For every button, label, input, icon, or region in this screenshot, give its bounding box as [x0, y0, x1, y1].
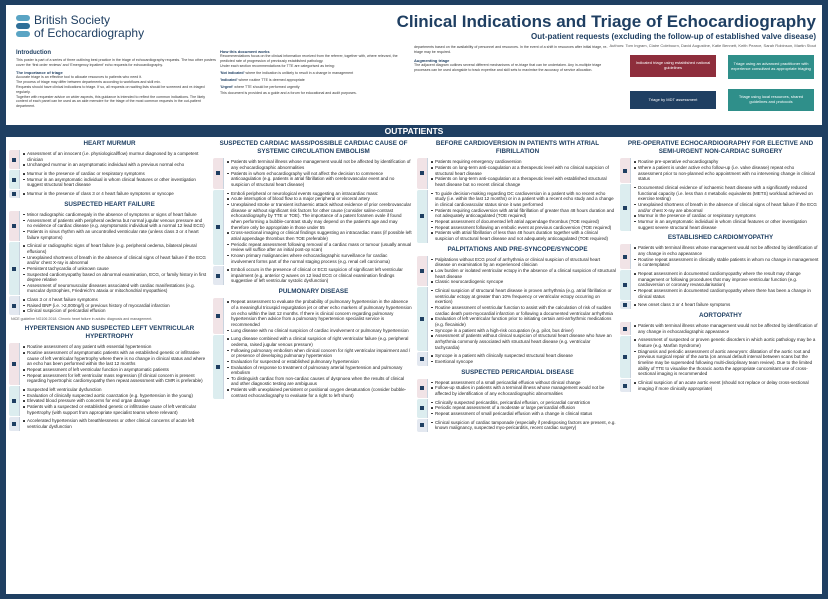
indication-item: Classic neurocardiogenic syncope: [431, 279, 616, 285]
group-marker-icon: [417, 287, 427, 351]
indication-item: Emboli occurs in the presence of clinical or ECG suspicion of significant left ventricular impairment (e.g. anterior Q waves on 12 lead ECG or clinical examination findings suggestive of left ventricular systolic dysfunction): [227, 267, 412, 284]
logo-line1: British Society: [34, 13, 111, 27]
column-1: [9, 139, 210, 591]
indication-list: [223, 266, 414, 285]
group-marker-icon: [9, 417, 19, 430]
indication-item: Patients requiring cardioversion with atrial fibrillation of greater than 48 hours duration and not adequately anticoagulated (TOE required): [431, 208, 616, 219]
section-palpitations-and-pre-syncope-syncope: [417, 245, 618, 366]
column-4: [620, 139, 821, 591]
indication-item: Minor radiographic cardiomegaly in the absence of symptoms or signs of heart failure: [23, 212, 208, 218]
intro-bullet: Accurate triage is an effective tool to allocate resources to patients who need it.: [16, 75, 142, 80]
section-title: HYPERTENSION AND SUSPECTED LEFT VENTRICULAR HYPERTROPHY: [24, 325, 195, 341]
indication-item: Routine pre-operative echocardiography: [634, 159, 819, 165]
indication-list: [19, 417, 210, 430]
group-marker-icon: [620, 244, 630, 269]
indication-item: Assessment of patients without clinical suspicion of structural heart disease who have an arrhythmia commonly associated with structural heart disease (e.g. ventricular tachycardia): [431, 333, 616, 350]
group-marker-icon: [417, 379, 427, 398]
indication-item: Exertional syncope: [431, 359, 616, 365]
indication-item: Clinical suspicion of cardiac tamponade (especially if predisposing factors are present, e.g. known malignancy, suspected myo-pericarditis, recent cardiac surgery): [431, 420, 616, 431]
group-marker-icon: [417, 190, 427, 243]
indication-item: To distinguish cardiac from non-cardiac causes of dyspnoea when the results of clinical and other diagnostic testing are ambiguous: [227, 376, 412, 387]
not-indicated-group: [9, 343, 210, 385]
guide-paragraph: Under each section recommendations for TTE are categorised as being:: [220, 64, 335, 69]
indication-list: [19, 386, 210, 416]
indication-item: Routine repeat assessment in clinically stable patients in whom no change in management is contemplated: [634, 257, 819, 268]
indication-list: [630, 336, 821, 378]
section-suspected-cardiac-mass-possible-cardiac-: [213, 139, 414, 285]
indication-list: [630, 158, 821, 183]
section-title: BEFORE CARDIOVERSION IN PATIENTS WITH ATRIAL FIBRILLATION: [435, 140, 600, 156]
intro-bullet: Together with requester advice on wider aspects, this guidance is intended to reflect the common indications. The likely content of each panel can be used as an aide memoire for the triage of the most common requests in the out-patient department.: [16, 94, 206, 109]
indication-item: Repeat assessment in documented cardiomyopathy where the result may change management or following procedures that may improve ventricular function (e.g. cardioversion or coronary revascularisation): [634, 271, 819, 288]
triage-flow-diagram: [624, 51, 820, 121]
guide-block: [220, 49, 410, 96]
indication-list: [630, 244, 821, 269]
indication-item: Assessment of an innocent (i.e. physiological/flow) murmur diagnosed by a competent clinician: [23, 151, 208, 162]
not-indicated-group: [620, 322, 821, 335]
indication-item: Unchanged murmur in an asymptomatic individual with a previous normal echo: [23, 162, 208, 168]
urgent-group: [9, 296, 210, 315]
indication-item: Suspected cardiomyopathy based on abnormal examination, ECG, or family history in first degree relative: [23, 272, 208, 283]
logo-line2: of Echocardiography: [34, 26, 145, 40]
group-marker-icon: [9, 242, 19, 295]
indication-list: [19, 343, 210, 385]
not-indicated-group: [213, 158, 414, 188]
indicated-group: [620, 270, 821, 300]
indication-item: Patients with atrial fibrillation of less than 48 hours duration together with a clinical suspicion of structural heart disease and not adequately anticoagulated (TOE required): [431, 230, 616, 241]
group-marker-icon: [9, 386, 19, 416]
group-marker-icon: [620, 336, 630, 378]
urgent-group: [620, 379, 821, 392]
section-title: SUSPECTED PERICARDIAL DISEASE: [461, 368, 574, 376]
indication-item: Syncope in a patient with a high-risk occupation (e.g. pilot, bus driver): [431, 328, 616, 334]
intro-block: [16, 49, 216, 109]
indication-item: Patients with terminal illness whose management would not be affected by identification of any echocardiographic abnormalities: [227, 159, 412, 170]
indication-item: Patients requiring emergency cardioversion: [431, 159, 616, 165]
indication-item: Where a patient is under active echo follow-up (i.e. valve disease) repeat echo assessment prior to non-planned echo appointment with no intervening change in clinical status: [634, 165, 819, 182]
section-title: ESTABLISHED CARDIOMYOPATHY: [667, 234, 774, 242]
section-footnote: NICE guideline NG106 2018. Chronic heart failure in adults: diagnosis and management.: [11, 317, 153, 322]
poster: [6, 5, 822, 594]
intro-bullet: Requests should have clinical indications to triage. If so, all requests on waiting lists should be screened and re-triaged regularly.: [16, 84, 205, 94]
indication-item: Patients with terminal illness whose management would not be affected by identification of any change in echo appearance: [634, 245, 819, 256]
poster-header: [6, 5, 822, 125]
section-title: SUSPECTED HEART FAILURE: [64, 200, 155, 208]
indicated-group: [417, 399, 618, 418]
group-marker-icon: [417, 158, 427, 188]
indication-item: Clinical suspicion of pericardial effusion: [23, 308, 208, 314]
group-marker-icon: [417, 399, 427, 418]
indication-item: Elevated blood pressure with concerns for end organ damage: [23, 398, 208, 404]
indication-list: [630, 270, 821, 300]
guide-heading: How this document works: [220, 49, 270, 54]
not-indicated-group: [620, 158, 821, 183]
indication-item: Patients on long-term anti-coagulation at a therapeutic level with established structural heart disease but no recent clinical change: [431, 176, 616, 187]
section-title: PRE-OPERATIVE ECHOCARDIOGRAPHY FOR ELECTIVE AND SEMI-URGENT NON-CARDIAC SURGERY: [627, 140, 814, 156]
indication-item: Assessment of patients with peripheral oedema but normal jugular venous pressure and no evidence of cardiac disease (e.g. asymptomatic individual with a normal 12 lead ECG): [23, 218, 208, 229]
indication-item: Evaluation of response to treatment of pulmonary arterial hypertension and pulmonary embolism: [227, 365, 412, 376]
indication-item: Clinical suspicion of structural heart disease in proven arrhythmia (e.g. atrial fibrillation or ventricular ectopy at greater than 10% frequency or ventricular ectopy occurring on exertion): [431, 288, 616, 305]
bse-logo: [16, 13, 166, 47]
group-marker-icon: [620, 379, 630, 392]
group-marker-icon: [9, 343, 19, 385]
indication-item: Patients with a suspected or established genetic or infiltrative cause of left ventricular hypertrophy (with support from appropriate specialist teams where relevant): [23, 404, 208, 415]
indication-list: [630, 379, 821, 392]
indication-item: Raised BNP (i.e. >2,000ng/l) or previous history of myocardial infarction: [23, 303, 208, 309]
indication-item: Murmur in the presence of cardiac or respiratory symptoms: [634, 213, 819, 219]
group-marker-icon: [213, 190, 223, 266]
group-marker-icon: [213, 158, 223, 188]
indication-item: Murmur in the presence of cardiac or respiratory symptoms: [23, 171, 208, 177]
augment-block: [414, 45, 614, 73]
indication-item: Repeat assessment of documented left atrial appendage thrombus (TOE required): [431, 219, 616, 225]
indication-item: Follow-up studies in patients with a terminal illness whose management would not be affected by identification of any echocardiographic abnormalities: [431, 385, 616, 396]
indication-list: [630, 322, 821, 335]
indication-list: [427, 419, 618, 432]
level-urgent: 'Urgent' where TTE should be performed urgently: [220, 84, 300, 89]
outpatients-banner: OUTPATIENTS: [6, 125, 822, 137]
group-marker-icon: [213, 335, 223, 399]
indication-item: Evaluation for suspected or established pulmonary hypertension: [227, 359, 412, 365]
column-3: [417, 139, 618, 591]
section-suspected-heart-failure: [9, 200, 210, 322]
indicated-group: [213, 190, 414, 266]
indication-item: Repeat assessment of left ventricular function in asymptomatic patients: [23, 367, 208, 373]
indicated-group: [620, 184, 821, 231]
indication-list: [223, 158, 414, 188]
indication-item: Murmur in an asymptomatic individual in whom clinical features or other investigation suggest structural heart disease: [23, 177, 208, 188]
indication-item: Diagnosis and periodic assessment of aortic aneurysm: dilatation of the aortic root and previous surgical repair of the aorta (on annual default interval between scans but the timeline may be superseded following multi-disciplinary team review). Due to the limited ability of TTE to visualise the thoracic aorta the appropriate concomitant use of cross-sectional imaging is recommended: [634, 349, 819, 377]
authors: Authors: Tom Ingram, Claire Colebourn, David Augustine, Katie Bennett, Keith Pearce, Sarah Robinson, Martin Stout: [609, 43, 816, 48]
indication-item: Evaluation of clinically suspected aortic coarctation (e.g. hypertension in the young): [23, 393, 208, 399]
indication-item: Patients in whom echocardiography will not affect the decision to commence anticoagulation (e.g. patients in atrial fibrillation with cerebrovascular event and no suspicion of structural heart disease): [227, 171, 412, 188]
augment-paragraph: departments based on the availability of personnel and resources. In the event of a shift in resources after initial triage, re-triage may be required.: [414, 45, 608, 54]
indication-item: Known primary malignancies where echocardiographic surveillance for cardiac involvement forms part of the normal staging process (e.g. renal cell carcinoma): [227, 253, 412, 264]
indication-item: Accelerated hypertension with breathlessness or other clinical concerns of acute left ventricular dysfunction: [23, 418, 208, 429]
indication-list: [19, 242, 210, 295]
flow-box-guidelines: Indicated triage using established national guidelines: [630, 55, 716, 77]
indication-item: Patients on long-term anti-coagulation at a therapeutic level with no clinical suspicion of structural heart disease: [431, 165, 616, 176]
logo-mark-icon: [16, 15, 30, 37]
not-indicated-group: [620, 244, 821, 269]
intro-bullet: The process of triage may differ between departments according to workflows and skill mix.: [16, 80, 161, 85]
indication-item: Cross-sectional imaging or clinical findings suggesting an intracardiac mass (if possible left atrial appendage thrombus then TOE preferable): [227, 230, 412, 241]
indication-list: [19, 296, 210, 315]
group-marker-icon: [9, 150, 19, 169]
urgent-group: [417, 419, 618, 432]
urgent-group: [620, 301, 821, 309]
not-indicated-group: [417, 256, 618, 286]
guide-paragraph: This document is provided as a guide and a forum for educational and audit purposes.: [220, 91, 357, 96]
level-not-indicated: 'Not indicated' where the indication is unlikely to result in a change in management: [220, 70, 354, 75]
indication-item: To guide decision-making regarding DC cardioversion in a patient with no recent echo study (i.e. within the last 12 months) or in a patient with a recent echo study and a change in clinical cardiovascular status since it was performed: [431, 191, 616, 208]
guide-paragraph: Recommendations focus on the clinical information received from the referrer, together with, where relevant, the predicted rate of progression of previously established pathology.: [220, 54, 398, 64]
indication-item: Periodic repeat assessment of a moderate or large pericardial effusion: [431, 405, 616, 411]
group-marker-icon: [9, 170, 19, 189]
indication-list: [630, 184, 821, 231]
group-marker-icon: [213, 266, 223, 285]
group-marker-icon: [620, 184, 630, 231]
indication-item: Palpitations without ECG proof of arrhythmia or clinical suspicion of structural heart disease on examination by an experienced clinician: [431, 257, 616, 268]
indication-item: Unexplained shortness of breath in the absence of clinical signs of heart failure if the ECG and/or chest X-ray are abnormal: [634, 202, 819, 213]
group-marker-icon: [213, 298, 223, 334]
indication-list: [19, 170, 210, 189]
indicated-group: [620, 336, 821, 378]
section-title: HEART MURMUR: [83, 140, 136, 147]
indicated-group: [417, 190, 618, 243]
section-pulmonary-disease: [213, 287, 414, 399]
indication-item: Routine assessment of ventricular function to assist with the calculation of risk of sudden cardiac death post-myocardial infarction or following a documented ventricular arrhythmia: [431, 305, 616, 316]
indication-list: [19, 190, 210, 198]
section-aortopathy: [620, 311, 821, 392]
indication-item: Lung disease combined with a clinical suspicion of right ventricular failure (e.g. peripheral oedema, raised jugular venous pressure): [227, 336, 412, 347]
indication-list: [427, 256, 618, 286]
group-marker-icon: [620, 301, 630, 309]
indication-item: Clinical or radiographic signs of heart failure (e.g. peripheral oedema, bilateral pleural effusions): [23, 243, 208, 254]
indication-item: Acute interruption of blood flow to a major peripheral or visceral artery: [227, 196, 412, 202]
indication-item: Syncope in a patient with clinically suspected structural heart disease: [431, 353, 616, 359]
indication-list: [427, 190, 618, 243]
indicated-group: [213, 335, 414, 399]
indication-item: Low burden or isolated ventricular ectopy in the absence of a clinical suspicion of structural heart disease: [431, 268, 616, 279]
group-marker-icon: [620, 158, 630, 183]
indication-list: [19, 211, 210, 241]
section-title: PULMONARY DISEASE: [278, 288, 349, 296]
group-marker-icon: [9, 296, 19, 315]
augment-paragraph: The adjacent diagram outlines several different mechanisms of re-triage that can be undertaken. Any in-multiple triage processes can be used alongside to track expertise and skill sets to maximise the accuracy of service allocation.: [414, 63, 602, 72]
indication-item: Documented clinical evidence of ischaemic heart disease with a significantly reduced functional capacity (i.e. less than 4 metabolic equivalents (METS) workload achieved on exercise testing): [634, 185, 819, 202]
indication-item: Patients with terminal illness whose management would not be affected by identification of any change in echocardiographic appearance: [634, 323, 819, 334]
indication-item: New onset class 3 or 4 heart failure symptoms: [634, 302, 819, 308]
augment-heading: Augmenting triage: [414, 57, 450, 63]
indication-list: [427, 379, 618, 398]
indicated-group: [9, 386, 210, 416]
urgent-group: [417, 352, 618, 365]
indication-item: Repeat assessment following an embolic event at previous cardioversion (TOE required): [431, 225, 616, 231]
indicated-group: [9, 242, 210, 295]
indication-item: Repeat assessment for left ventricular mass regression (if clinical concern is present regarding hypertrophic cardiomyopathy then repeat assessment with CMR is preferable): [23, 373, 208, 384]
level-indicated: 'Indicated' where routine TTE is deemed appropriate: [220, 77, 305, 82]
indication-item: Following pulmonary embolism when clinical concern for right ventricular impairment and / or presence of developing pulmonary hypertension: [227, 348, 412, 359]
indication-item: Repeat assessment of small pericardial effusion with a change in clinical status: [431, 411, 616, 417]
indication-list: [223, 190, 414, 266]
column-2: [213, 139, 414, 591]
indication-item: Class 3 or 4 heart failure symptoms: [23, 297, 208, 303]
indication-list: [427, 287, 618, 351]
urgent-group: [9, 190, 210, 198]
indication-item: Clinically suspected pericarditis, pericardial effusion, or pericardial constriction: [431, 400, 616, 406]
indication-item: Clinical suspicion of an acute aortic event (should not replace or delay cross-sectional imaging if more clinically appropriate): [634, 380, 819, 391]
section-title: SUSPECTED CARDIAC MASS/POSSIBLE CARDIAC CAUSE OF SYSTEMIC CIRCULATION EMBOLISM: [219, 140, 408, 156]
flow-box-mdt: Triage by MDT assessment: [630, 91, 716, 109]
section-heart-murmur: [9, 139, 210, 198]
indication-item: Repeat assessment of a small pericardial effusion without clinical change: [431, 380, 616, 386]
indication-item: Emboli peripheral or neurological events suggesting an intracardiac mass:: [227, 191, 412, 197]
indication-item: Periodic repeat assessment following removal of a cardiac mass or tumour (usually annual review will suffice after an initial post-op scan): [227, 242, 412, 253]
intro-heading: Introduction: [16, 50, 51, 56]
section-suspected-pericardial-disease: [417, 368, 618, 432]
indication-item: Evaluation of left ventricular function prior to initiating certain anti-arrhythmic medications (e.g. flecainide): [431, 316, 616, 327]
section-before-cardioversion-in-patients-with-at: [417, 139, 618, 243]
indication-list: [630, 301, 821, 309]
indication-list: [223, 298, 414, 334]
group-marker-icon: [620, 270, 630, 300]
group-marker-icon: [9, 211, 19, 241]
indication-item: Suspected left ventricular dysfunction: [23, 387, 208, 393]
indication-item: Unexplained stroke or transient ischaemic attack without evidence of prior cerebrovascular disease or without significant risk factors for other cause (consider saline-contrast echocardiography by TTE or TOE). The importance of a patent foramen ovale if found when performing a bubble-contrast study may depend on the patient's age and may therefore only be appropriate in those under 55: [227, 202, 412, 230]
section-hypertension-and-suspected-left-ventricu: [9, 324, 210, 431]
not-indicated-group: [9, 150, 210, 169]
section-title: AORTOPATHY: [698, 311, 743, 319]
not-indicated-group: [9, 211, 210, 241]
indication-list: [427, 352, 618, 365]
not-indicated-group: [213, 298, 414, 334]
group-marker-icon: [417, 352, 427, 365]
page-title: Clinical Indications and Triage of Echocardiography: [396, 12, 816, 31]
indication-item: Routine assessment of any patient with essential hypertension: [23, 344, 208, 350]
indication-item: Lung disease with no clinical suspicion of cardiac involvement or pulmonary hypertension: [227, 328, 412, 334]
not-indicated-group: [417, 158, 618, 188]
importance-heading: The importance of triage: [16, 69, 63, 75]
section-pre-operative-echocardiography-for-elect: [620, 139, 821, 231]
indication-item: Murmur in an asymptomatic individual in whom clinical features or other investigation suggest severe structural heart disease: [634, 219, 819, 230]
group-marker-icon: [417, 419, 427, 432]
indication-item: Persistent tachycardia of unknown cause: [23, 266, 208, 272]
intro-paragraph: This poster is part of a series of three outlining best practice in the triage of echocardiography requests. The two other posters cover the ‘first order reviews’ and ‘Emergency inpatient’ echo requests for echocardiography.: [16, 58, 216, 67]
flow-box-practitioner: Triage using an advanced practitioner with experience consultant as appropriate triaging: [728, 55, 814, 79]
indication-list: [427, 399, 618, 418]
indication-item: Routine assessment of asymptomatic patients with an established genetic or infiltrative cause of left ventricular hypertrophy where there is no change in clinical status and where an echo has been performed within the last 12 months: [23, 350, 208, 367]
indication-item: Patients with unexplained persistent or positional oxygen desaturation (consider bubble-contrast echocardiography to evaluate for a right to left shunt): [227, 387, 412, 398]
indication-list: [19, 150, 210, 169]
flow-box-local: Triage using local resources, shared guidelines and protocols: [728, 89, 814, 111]
indication-item: Patients in sinus rhythm with an uncontrolled ventricular rate (unless class 3 or 4 heart failure symptoms): [23, 229, 208, 240]
indication-item: Repeat assessment to evaluate the probability of pulmonary hypertension in the absence of a meaningful tricuspid regurgitation jet or other echo markers of pulmonary hypertension on echo within the last 12 months. If there is clinical concern regarding pulmonary hypertension then advice from a pulmonary hypertension specialist service is recommended: [227, 299, 412, 327]
urgent-group: [213, 266, 414, 285]
group-marker-icon: [9, 190, 19, 198]
section-established-cardiomyopathy: [620, 233, 821, 309]
indication-item: Murmur in the presence of class 3 or 4 heart failure symptoms or syncope: [23, 191, 208, 197]
indication-item: Assessment of suspected or proven genetic disorders in which aortic pathology may be a feature (e.g. Marfan Syndrome): [634, 337, 819, 348]
indication-item: Repeat assessment in documented cardiomyopathy where there has been a change in clinical status: [634, 288, 819, 299]
urgent-group: [9, 417, 210, 430]
indication-item: Unexplained shortness of breath in the absence of clinical signs of heart failure if the ECG and/or chest X-ray is abnormal: [23, 255, 208, 266]
indication-list: [223, 335, 414, 399]
indication-list: [427, 158, 618, 188]
not-indicated-group: [417, 379, 618, 398]
page-subtitle: Out-patient requests (excluding the follow-up of established valve disease): [531, 32, 816, 41]
group-marker-icon: [417, 256, 427, 286]
indicated-group: [417, 287, 618, 351]
indicated-group: [9, 170, 210, 189]
indication-item: Assessment of neuromuscular diseases associated with cardiac manifestations (e.g. muscular dystrophies, Friedreich's ataxia or mitochondrial myopathies): [23, 283, 208, 294]
section-title: PALPITATIONS AND PRE-SYNCOPE/SYNCOPE: [447, 245, 588, 253]
group-marker-icon: [620, 322, 630, 335]
